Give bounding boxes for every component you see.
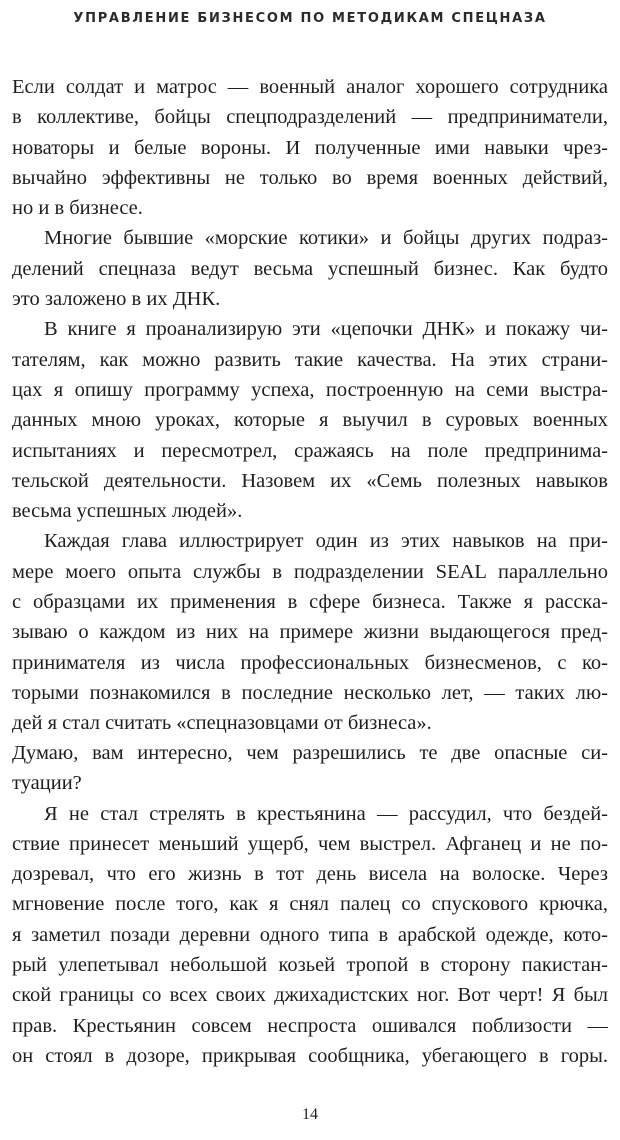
text-line: но и в бизнесе. <box>12 197 143 220</box>
text-line: рый улепетывал небольшой козьей тропой в сторону пакистан- <box>12 954 608 977</box>
text-line: в коллективе, бойцы спецподразделений — предприниматели, <box>12 106 608 129</box>
text-line: вычайно эффективны не только во время военных действий, <box>12 166 608 189</box>
text-line: торыми познакомился в последние несколько лет, — таких лю- <box>12 681 608 704</box>
text-line: ствие принесет меньший ущерб, чем выстрел. Афганец и не по- <box>12 832 608 855</box>
text-line: мере моего опыта службы в подразделении SEAL параллельно <box>12 560 608 583</box>
text-line: я заметил позади деревни одного типа в арабской одежде, кото- <box>12 923 608 946</box>
text-line: цах я опишу программу успеха, построенную на семи выстра- <box>12 378 608 401</box>
text-line: данных мною уроках, которые я выучил в суровых военных <box>12 409 608 432</box>
text-line: туации? <box>12 772 82 795</box>
text-line: принимателя из числа профессиональных бизнесменов, с ко- <box>12 651 608 674</box>
text-line: тателям, как можно развить такие качества. На этих страни- <box>12 348 608 371</box>
text-line: Каждая глава иллюстрирует один из этих навыков на при- <box>44 530 608 553</box>
text-line: это заложено в их ДНК. <box>12 288 221 311</box>
text-line: дозревал, что его жизнь в тот день висела на волоске. Через <box>12 863 608 886</box>
text-line: прав. Крестьянин совсем неспроста ошивался поблизости — <box>12 1014 608 1037</box>
text-line: В книге я проанализирую эти «цепочки ДНК» и покажу чи- <box>44 318 608 341</box>
text-line: Я не стал стрелять в крестьянина — рассудил, что бездей- <box>44 802 608 825</box>
text-line: тельской деятельности. Назовем их «Семь полезных навыков <box>12 469 608 492</box>
body-section-2 <box>12 738 608 1071</box>
text-line: делений спецназа ведут весьма успешный бизнес. Как будто <box>12 257 608 280</box>
text-line: весьма успешных людей». <box>12 500 243 523</box>
body-section-1 <box>12 72 608 739</box>
text-line: Многие бывшие «морские котики» и бойцы других подраз- <box>44 227 608 250</box>
text-line: испытаниях и пересмотрел, сражаясь на поле предпринима- <box>12 439 608 462</box>
text-line: он стоял в дозоре, прикрывая сообщника, убегающего в горы. <box>12 1044 608 1067</box>
page-number: 14 <box>302 1106 318 1123</box>
text-line: Думаю, вам интересно, чем разрешились те две опасные си- <box>12 742 608 764</box>
text-line: зываю о каждом из них на примере жизни выдающегося пред- <box>12 621 608 644</box>
text-line: с образцами их применения в сфере бизнеса. Также я расска- <box>12 591 608 614</box>
text-line: Если солдат и матрос — военный аналог хорошего сотрудника <box>12 76 608 98</box>
text-line: дей я стал считать «спецназовцами от бизнеса». <box>12 712 432 735</box>
running-header: УПРАВЛЕНИЕ БИЗНЕСОМ ПО МЕТОДИКАМ СПЕЦНАЗА <box>73 11 547 26</box>
text-line: ской границы со всех своих джихадистских ног. Вот черт! Я был <box>12 984 608 1007</box>
text-line: мгновение после того, как я снял палец со спускового крючка, <box>12 893 608 916</box>
text-line: новаторы и белые вороны. И полученные ими навыки чрез- <box>12 136 608 159</box>
